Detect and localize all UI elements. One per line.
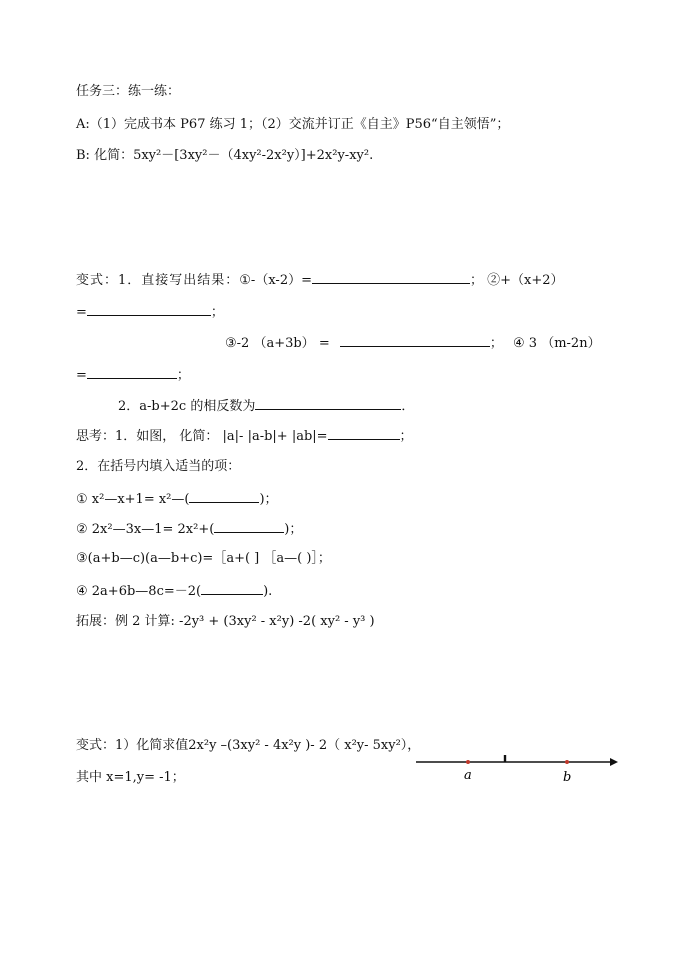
equals-sign: = — [76, 305, 87, 320]
fill-item-1 — [76, 490, 278, 508]
answer-blank-2[interactable] — [87, 303, 211, 316]
line-b-expression: 5xy²－[3xy²－（4xy²-2x²y）]+2x²y-xy². — [133, 148, 374, 163]
think-line1 — [76, 427, 413, 445]
separator: ． — [401, 399, 415, 414]
answer-blank-6[interactable] — [328, 427, 400, 440]
fill-item-2 — [76, 520, 302, 538]
line-a: A:（1）完成书本 P67 练习 1；（2）交流并订正《自主》P56“自主领悟”； — [76, 117, 510, 132]
point-b — [565, 760, 569, 764]
variant1-item1: ①-（x-2）= — [239, 273, 312, 288]
fill-item-4 — [76, 582, 272, 600]
fill-blank-1[interactable] — [189, 490, 259, 503]
fill-item-4-end: ). — [263, 584, 273, 599]
separator: ； — [470, 273, 484, 288]
variant1-line2 — [76, 303, 224, 321]
answer-blank-5[interactable] — [255, 397, 401, 410]
task-heading: 任务三：练一练： — [76, 84, 181, 99]
think-question-1: 思考：1．如图， 化简： |a|- |a-b|+ |ab|= — [76, 429, 328, 444]
variant2-line2: 其中 x=1,y= -1； — [76, 770, 185, 785]
answer-blank-1[interactable] — [312, 271, 470, 284]
label-a: a — [464, 768, 472, 783]
variant2-line1: 变式：1）化简求值2x²y –(3xy² - 4x²y )- 2（ x²y- 5xy²）， — [76, 738, 421, 753]
fill-blank-2[interactable] — [214, 520, 284, 533]
variant1-line1 — [76, 271, 564, 289]
number-line-diagram — [414, 752, 622, 788]
arrow-right-icon — [610, 758, 618, 766]
answer-blank-4[interactable] — [87, 366, 177, 379]
answer-blank-3[interactable] — [340, 334, 490, 347]
separator: ； — [176, 368, 190, 383]
variant1-line4 — [76, 366, 190, 384]
fill-item-1-end: )； — [259, 492, 278, 507]
line-b-prefix: B: 化简： — [76, 148, 134, 163]
separator: ； — [210, 305, 224, 320]
fill-item-2-end: )； — [284, 522, 303, 537]
variant1-intro: 变式：1．直接写出结果： — [76, 273, 240, 288]
fill-blank-4[interactable] — [201, 582, 263, 595]
variant1-line3 — [225, 334, 601, 352]
equals-sign: = — [76, 368, 87, 383]
fill-item-2-text: ② 2x²—3x—1= 2x²+( — [76, 522, 215, 537]
extension-example: 拓展：例 2 计算: -2y³ + (3xy² - x²y) -2( xy² - y³ ) — [76, 614, 375, 629]
think-line2: 2．在括号内填入适当的项： — [76, 459, 241, 474]
fill-item-3: ③(a+b—c)(a—b+c)=［a+( ] ［a—( )］； — [76, 551, 331, 566]
variant1-item3: ③-2 （a+3b） = — [225, 336, 330, 351]
variant1-item4: ④ 3 （m-2n） — [513, 336, 601, 351]
separator: ； — [399, 429, 413, 444]
variant1-item5: 2．a-b+2c 的相反数为 — [118, 399, 256, 414]
variant1-line5 — [118, 397, 414, 415]
point-a — [466, 760, 470, 764]
separator: ； — [489, 336, 503, 351]
variant1-item2: ②+（x+2） — [487, 273, 564, 288]
fill-item-1-text: ① x²—x+1= x²—( — [76, 492, 190, 507]
label-b: b — [563, 770, 572, 785]
line-b — [76, 148, 373, 164]
fill-item-4-text: ④ 2a+6b—8c=－2( — [76, 584, 202, 599]
